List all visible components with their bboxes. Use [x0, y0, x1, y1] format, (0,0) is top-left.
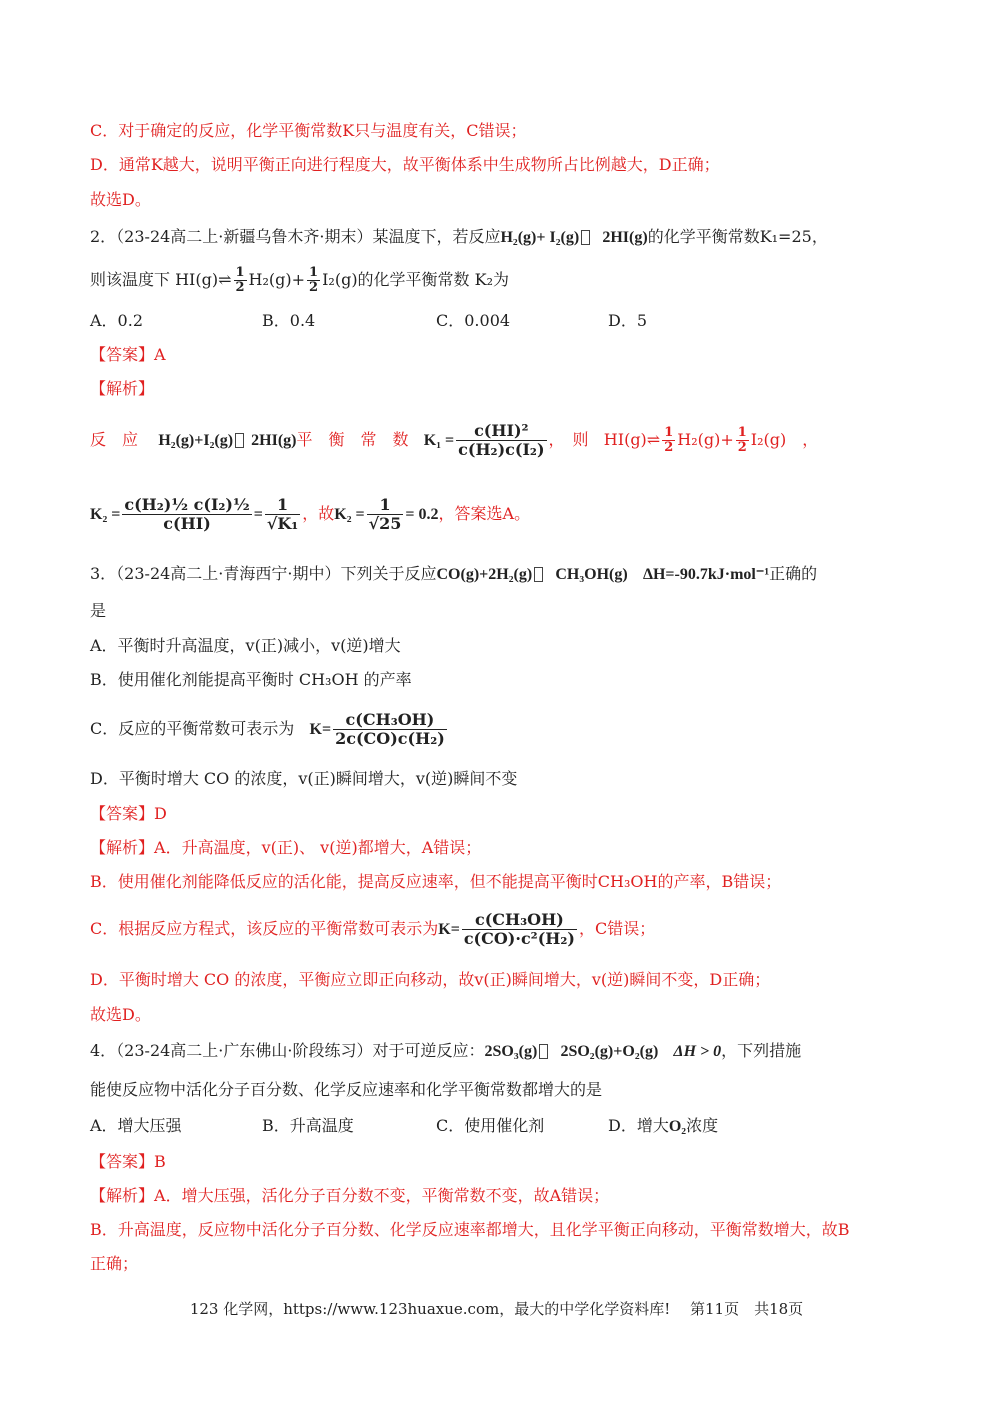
- q3-answer: 【答案】D: [90, 804, 167, 823]
- q4-explanation-b-line2: 正确；: [90, 1254, 139, 1273]
- q2-option-b: B．0.4: [262, 311, 316, 330]
- q4-answer: 【答案】B: [90, 1152, 166, 1171]
- q3-choose: 故选D。: [90, 1005, 151, 1024]
- q3-explanation-d: D．平衡时增大 CO 的浓度，平衡应立即正向移动，故v(正)瞬间增大，v(逆)瞬间不变，D正确；: [90, 970, 771, 989]
- q3-option-b: B．使用催化剂能提高平衡时 CH₃OH 的产率: [90, 670, 412, 689]
- q2-option-d: D．5: [608, 311, 648, 330]
- equilibrium-arrow-icon: [534, 567, 543, 582]
- q4-option-b: B．升高温度: [262, 1116, 354, 1135]
- q2-options: [90, 310, 913, 332]
- q1-choose: 故选D。: [90, 190, 151, 209]
- k2-value-fraction: $\frac{1}{√25}$: [368, 495, 402, 533]
- half-fraction: $\frac{1}{2}$: [309, 265, 319, 295]
- equilibrium-arrow-icon: [539, 1044, 548, 1059]
- half-fraction: $\frac{1}{2}$: [664, 425, 674, 455]
- q4-stem-line2: 能使反应物中活化分子百分数、化学反应速率和化学平衡常数都增大的是: [90, 1080, 603, 1099]
- q4-explanation-a: 【解析】A．增大压强，活化分子百分数不变，平衡常数不变，故A错误；: [90, 1186, 610, 1205]
- q3-explanation-c-fraction: $\frac{\text{c(CH₃OH)}}{\text{c(CO)·c²(H₂)}}$: [463, 910, 575, 948]
- q2-explanation-line1: 反 应 H₂(g)+I₂(g) 2HI(g)平 衡 常 数 K₁ = $\frac{\text{c(HI)²}}{\text{c(H₂)c(I₂)}}$ ， 则 HI(g)⇌ $\frac{1}{2}$ H₂(g)+ $\frac{1}{2}$ I₂(g) ，: [90, 421, 819, 459]
- k2-fraction: $\frac{\text{c(H₂)½ c(I₂)½}}{c(HI)}$: [124, 495, 250, 533]
- q4-option-d: D．增大O₂浓度: [608, 1116, 719, 1135]
- half-fraction: $\frac{1}{2}$: [737, 425, 747, 455]
- q3-stem-line1: 3．（23-24高二上·青海西宁·期中）下列关于反应CO(g)+2H₂(g) CH₃OH(g) ΔH=-90.7kJ·mol⁻¹正确的: [90, 564, 818, 583]
- q1-option-d-explanation: D．通常K越大，说明平衡正向进行程度大，故平衡体系中生成物所占比例越大，D正确；: [90, 155, 720, 174]
- half-fraction: $\frac{1}{2}$: [235, 265, 245, 295]
- q2-option-c: C．0.004: [436, 311, 511, 330]
- equilibrium-arrow-icon: [581, 230, 590, 245]
- q2-stem-line2: 则该温度下 HI(g)⇌ $\frac{1}{2}$ H₂(g)+ $\frac{1}{2}$ I₂(g)的化学平衡常数 K₂为: [90, 265, 510, 295]
- q2-analysis-label: 【解析】: [90, 379, 155, 398]
- q3-explanation-a: 【解析】A．升高温度，v(正)、 v(逆)都增大，A错误；: [90, 838, 482, 857]
- q4-explanation-b-line1: B．升高温度，反应物中活化分子百分数、化学反应速率都增大，且化学平衡正向移动，平衡常数增大，故B: [90, 1220, 850, 1239]
- page-footer: 123 化学网，https://www.123huaxue.com，最大的中学化学资料库! 第11页 共18页: [189, 1300, 804, 1318]
- k2-root-fraction: $\frac{1}{\text{√K₁}}$: [266, 495, 299, 533]
- q3-stem-line2: 是: [90, 601, 107, 620]
- q2-stem-line1: 2．（23-24高二上·新疆乌鲁木齐·期末）某温度下，若反应H₂(g)+ I₂(g) 2HI(g)的化学平衡常数K₁=25，: [90, 227, 828, 246]
- q3-option-d: D．平衡时增大 CO 的浓度，v(正)瞬间增大，v(逆)瞬间不变: [90, 769, 518, 788]
- q4-stem-line1: 4．（23-24高二上·广东佛山·阶段练习）对于可逆反应：2SO₃(g) 2SO₂(g)+O₂(g) ΔH > 0，下列措施: [90, 1041, 802, 1060]
- q3-option-a: A．平衡时升高温度，v(正)减小，v(逆)增大: [90, 636, 401, 655]
- q3-explanation-b: B．使用催化剂能降低反应的活化能，提高反应速率，但不能提高平衡时CH₃OH的产率，B错误；: [90, 872, 782, 891]
- q4-options: [90, 1115, 913, 1138]
- q4-option-c: C．使用催化剂: [436, 1116, 545, 1135]
- q3-option-c-fraction: $\frac{\text{c(CH₃OH)}}{\text{2c(CO)c(H₂)}}$: [335, 710, 445, 748]
- q1-option-c-explanation: C．对于确定的反应，化学平衡常数K只与温度有关，C错误；: [90, 121, 527, 140]
- q2-option-a: A．0.2: [90, 311, 144, 330]
- q2-answer: 【答案】A: [90, 345, 166, 364]
- equilibrium-arrow-icon: [235, 433, 244, 448]
- q3-option-c: C．反应的平衡常数可表示为 K= $\frac{\text{c(CH₃OH)}}{\text{2c(CO)c(H₂)}}$: [90, 710, 445, 748]
- q4-option-a: A．增大压强: [90, 1116, 182, 1135]
- k1-fraction: $\frac{\text{c(HI)²}}{\text{c(H₂)c(I₂)}}$: [458, 421, 545, 459]
- q2-explanation-line2: K₂ = $\frac{\text{c(H₂)½ c(I₂)½}}{c(HI)}$ = $\frac{1}{\text{√K₁}}$ ，故K₂ = $\frac{1}{√25}$ = 0.2，答案选A。: [90, 495, 531, 533]
- q3-explanation-c: C．根据反应方程式，该反应的平衡常数可表示为K= $\frac{\text{c(CH₃OH)}}{\text{c(CO)·c²(H₂)}}$ ，C错误；: [90, 910, 656, 948]
